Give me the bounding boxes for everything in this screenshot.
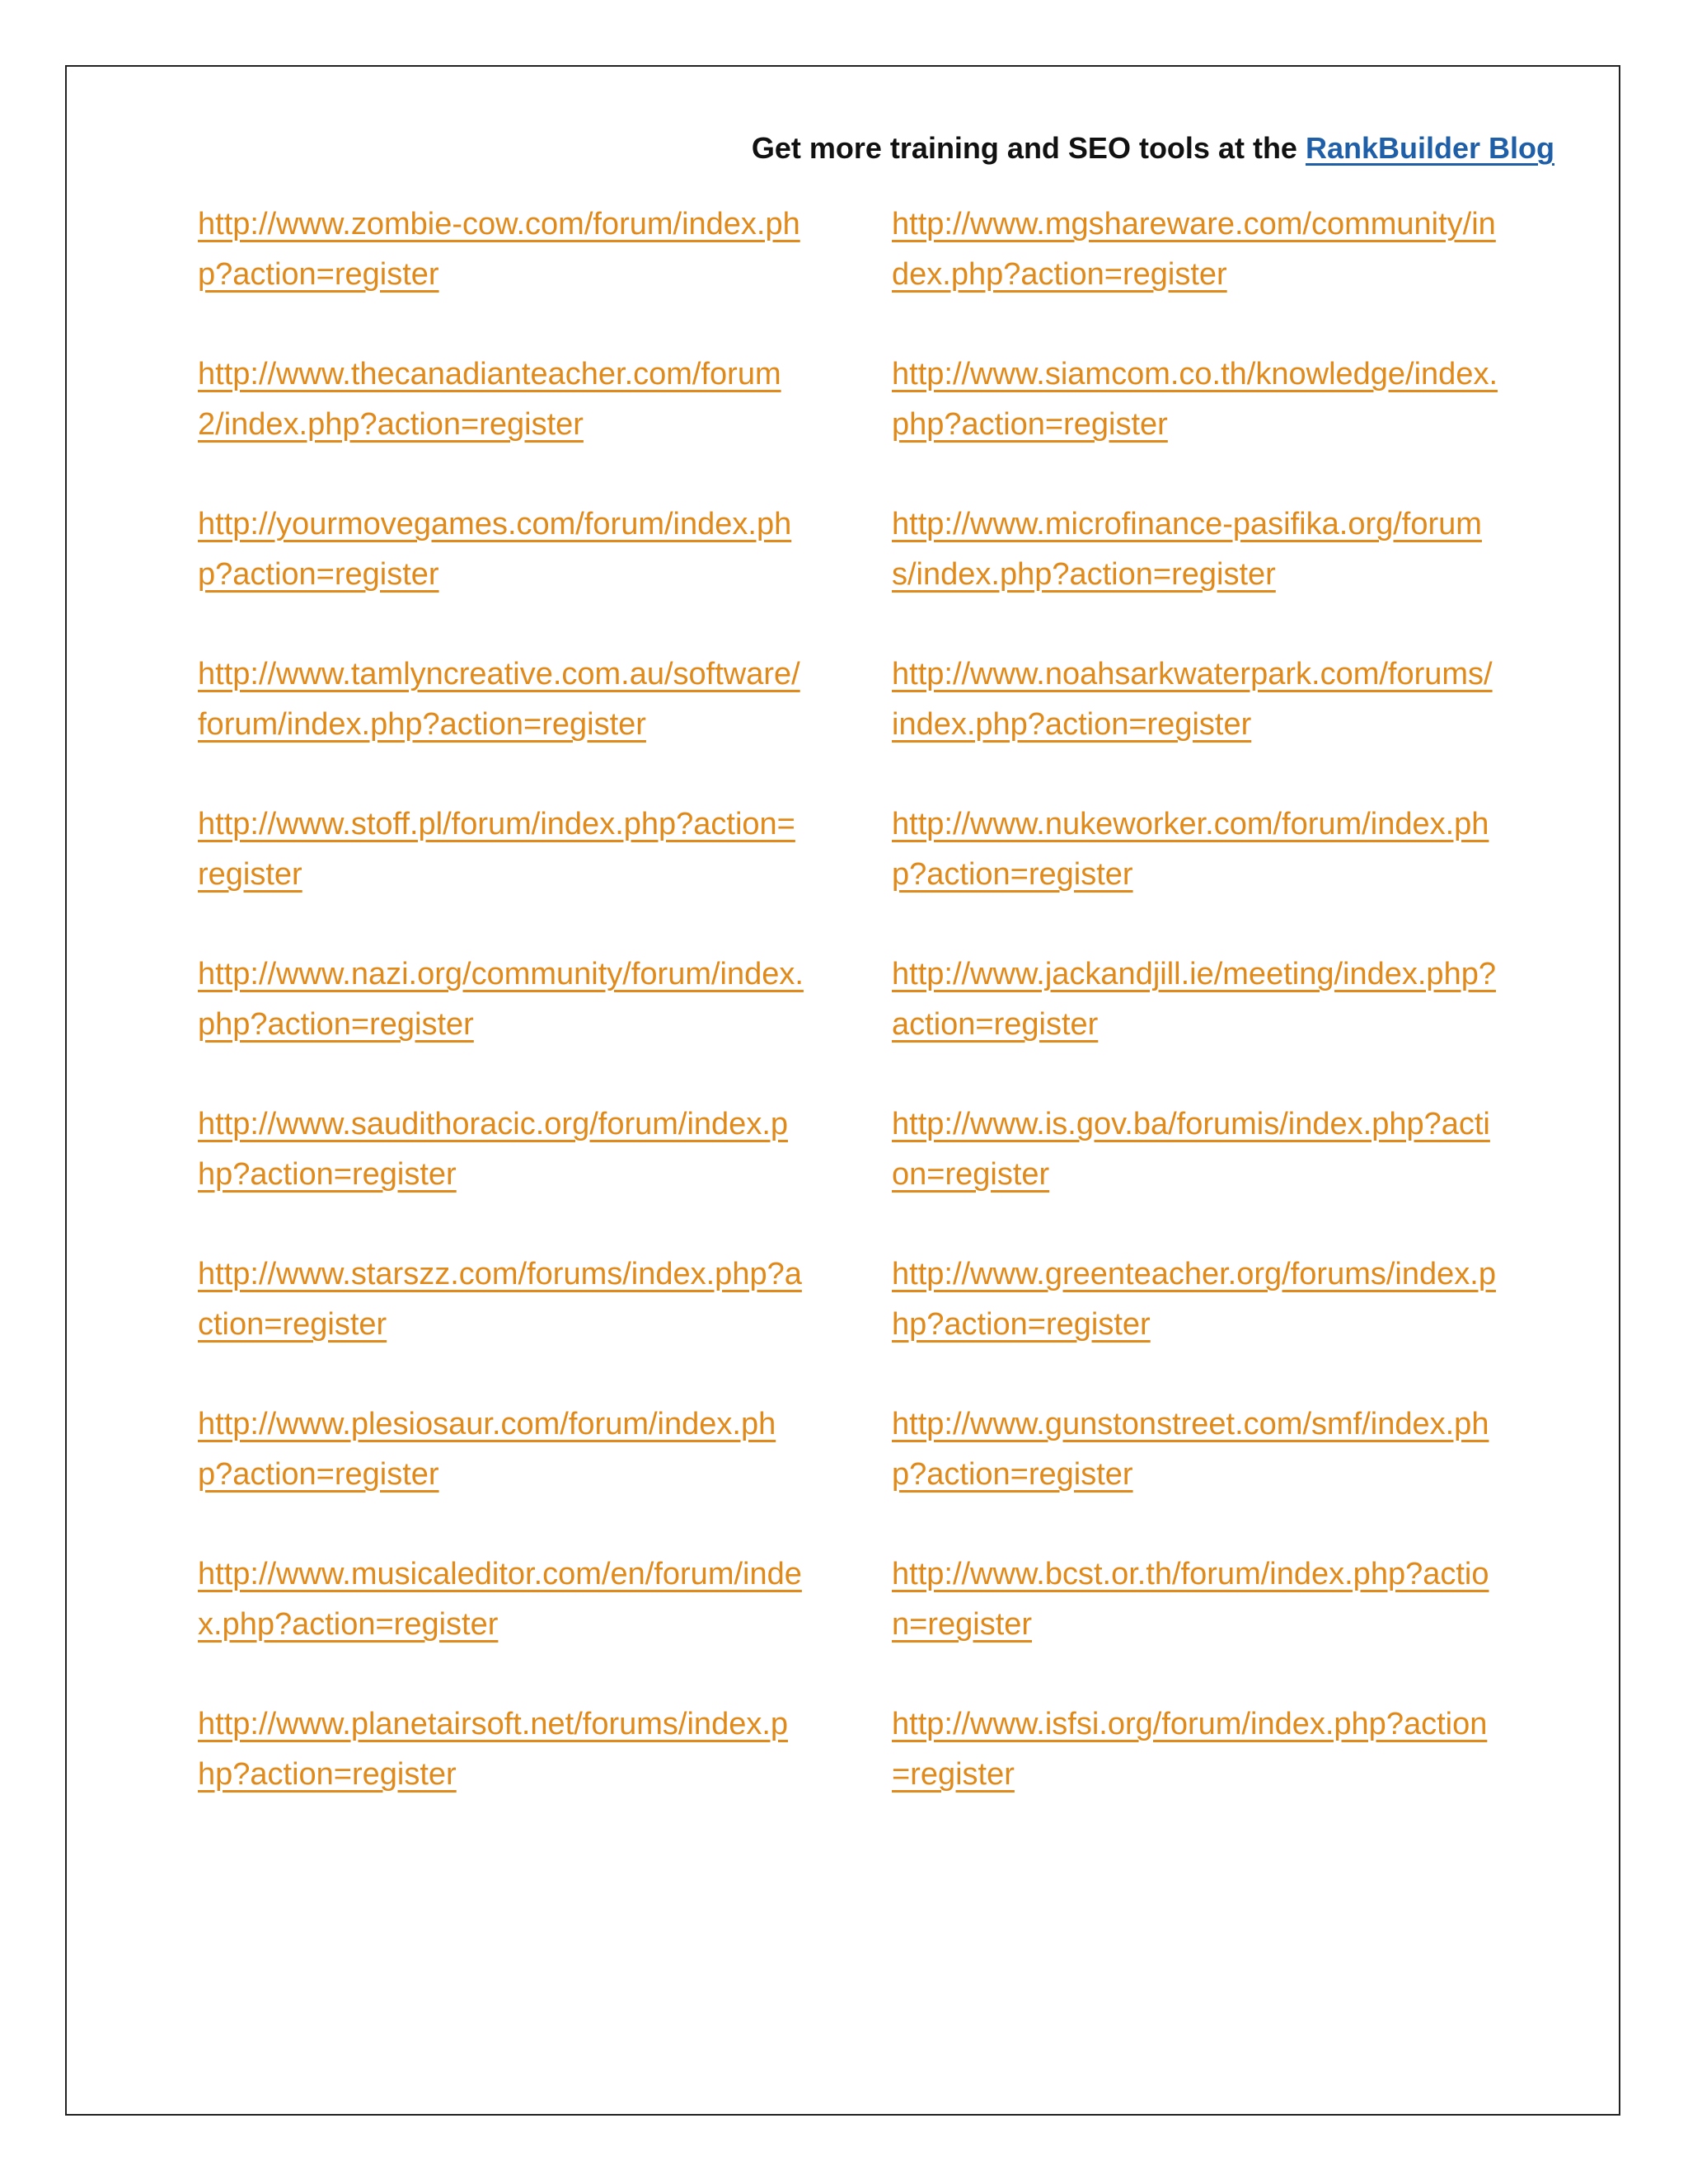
forum-register-link-right-6[interactable]: http://www.jackandjill.ie/meeting/index.php?action=register <box>892 957 1496 1042</box>
forum-register-link-right-9[interactable]: http://www.gunstonstreet.com/smf/index.php?action=register <box>892 1407 1489 1492</box>
forum-register-link-right-1[interactable]: http://www.mgshareware.com/community/index.php?action=register <box>892 207 1496 292</box>
forum-register-link-left-2[interactable]: http://www.thecanadianteacher.com/forum2/index.php?action=register <box>198 357 781 442</box>
forum-register-link-right-3[interactable]: http://www.microfinance-pasifika.org/forums/index.php?action=register <box>892 507 1482 592</box>
forum-register-link-right-10[interactable]: http://www.bcst.or.th/forum/index.php?action=register <box>892 1557 1489 1642</box>
forum-register-link-right-7[interactable]: http://www.is.gov.ba/forumis/index.php?action=register <box>892 1107 1490 1192</box>
forum-register-link-left-11[interactable]: http://www.planetairsoft.net/forums/index.php?action=register <box>198 1707 789 1792</box>
header-line <box>752 128 1554 169</box>
forum-register-link-right-5[interactable]: http://www.nukeworker.com/forum/index.php?action=register <box>892 807 1489 892</box>
forum-register-link-left-6[interactable]: http://www.nazi.org/community/forum/index.php?action=register <box>198 957 804 1042</box>
forum-register-link-right-8[interactable]: http://www.greenteacher.org/forums/index.php?action=register <box>892 1257 1496 1342</box>
forum-register-link-right-2[interactable]: http://www.siamcom.co.th/knowledge/index.php?action=register <box>892 357 1498 442</box>
forum-register-link-left-3[interactable]: http://yourmovegames.com/forum/index.php?action=register <box>198 507 792 592</box>
left-link-column <box>198 199 804 1849</box>
forum-register-link-left-5[interactable]: http://www.stoff.pl/forum/index.php?action=register <box>198 807 795 892</box>
header-text: Get more training and SEO tools at the <box>751 131 1306 165</box>
rankbuilder-blog-link[interactable]: RankBuilder Blog <box>1305 131 1554 165</box>
right-link-column <box>892 199 1498 1849</box>
forum-register-link-right-11[interactable]: http://www.isfsi.org/forum/index.php?action=register <box>892 1707 1488 1792</box>
forum-register-link-left-7[interactable]: http://www.saudithoracic.org/forum/index.php?action=register <box>198 1107 789 1192</box>
forum-register-link-left-8[interactable]: http://www.starszz.com/forums/index.php?action=register <box>198 1257 802 1342</box>
forum-register-link-right-4[interactable]: http://www.noahsarkwaterpark.com/forums/index.php?action=register <box>892 657 1493 742</box>
forum-register-link-left-10[interactable]: http://www.musicaleditor.com/en/forum/index.php?action=register <box>198 1557 802 1642</box>
forum-register-link-left-4[interactable]: http://www.tamlyncreative.com.au/software/forum/index.php?action=register <box>198 657 800 742</box>
forum-register-link-left-9[interactable]: http://www.plesiosaur.com/forum/index.php?action=register <box>198 1407 776 1492</box>
forum-register-link-left-1[interactable]: http://www.zombie-cow.com/forum/index.php?action=register <box>198 207 800 292</box>
